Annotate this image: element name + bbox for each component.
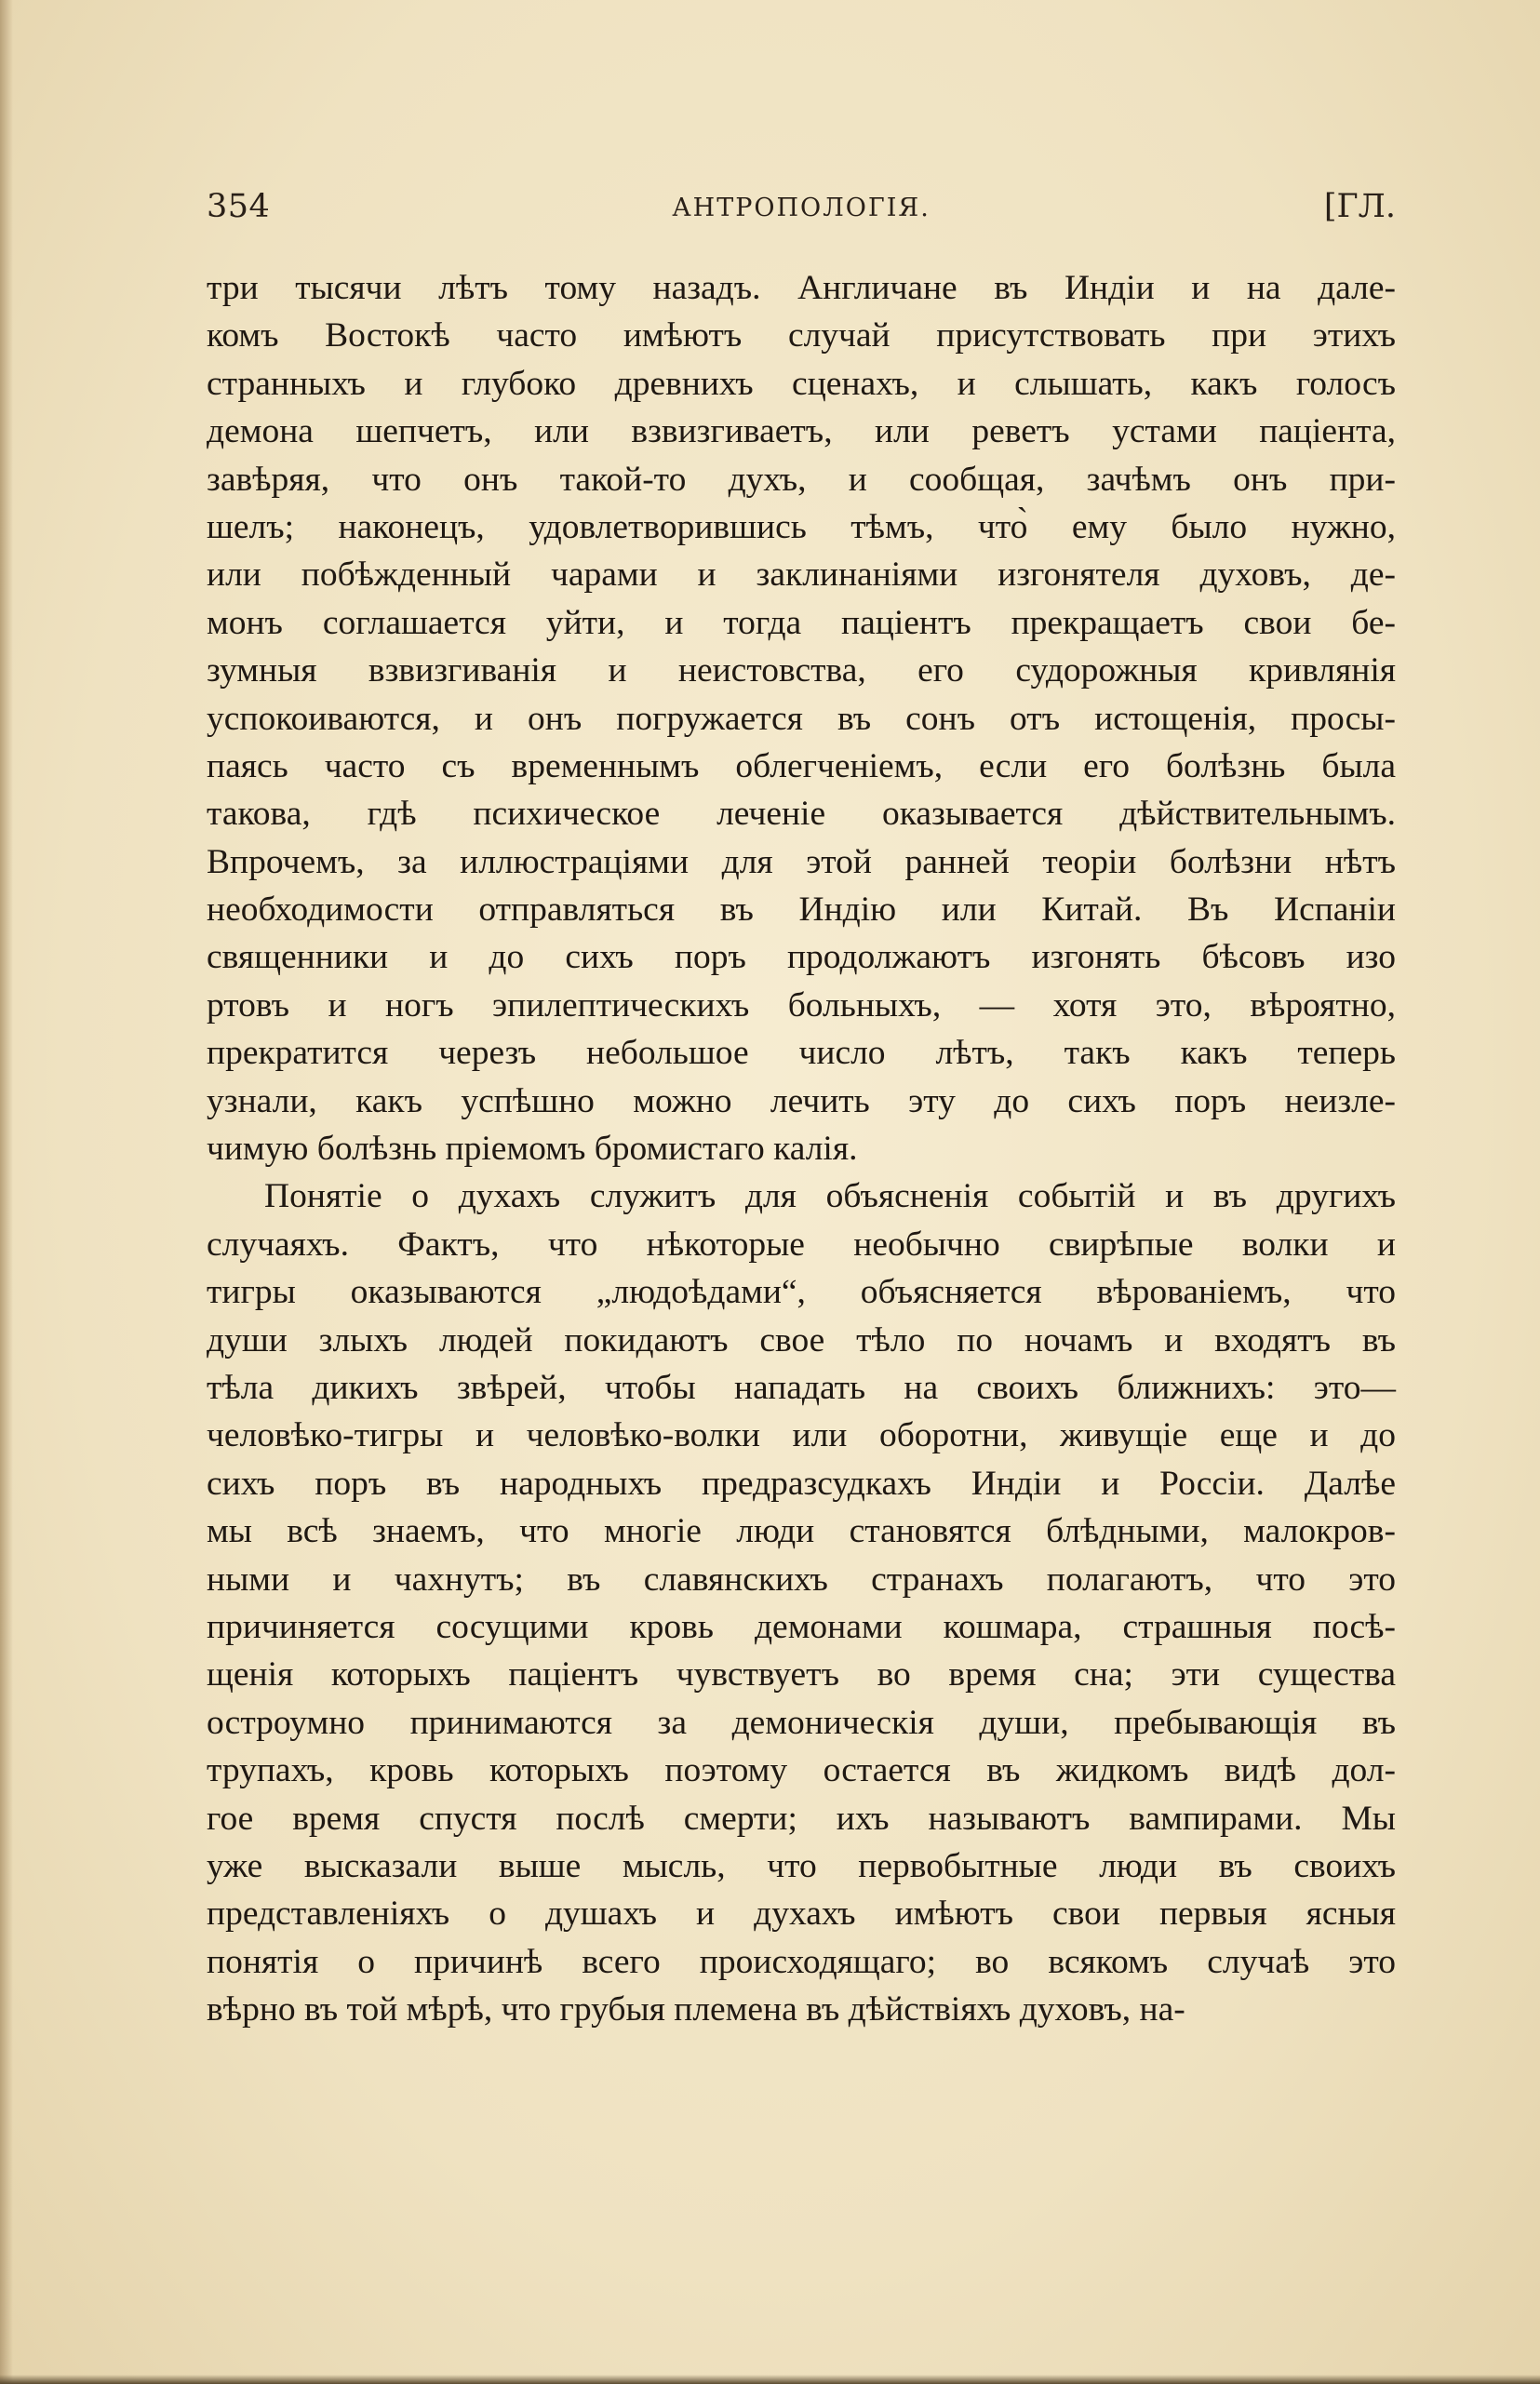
text-line: вѣрно въ той мѣрѣ, что грубыя племена въ дѣйствіяхъ духовъ, на- xyxy=(207,1990,1185,2029)
text-line: завѣряя, что онъ такой-то духъ, и сообщая, зачѣмъ онъ при- xyxy=(207,460,1396,499)
chapter-mark: [ГЛ. xyxy=(1323,188,1396,225)
text-line: монъ соглашается уйти, и тогда паціентъ прекращаетъ свои бе- xyxy=(207,603,1396,642)
text-line: зумныя взвизгиванія и неистовства, его судорожныя кривлянія xyxy=(207,651,1396,690)
text-line: или побѣжденный чарами и заклинаніями изгонятеля духовъ, де- xyxy=(207,556,1396,595)
text-line: сихъ поръ въ народныхъ предразсудкахъ Индіи и Россіи. Далѣе xyxy=(207,1464,1396,1503)
running-title: АНТРОПОЛОГІЯ. xyxy=(672,194,931,222)
text-line: ртовъ и ногъ эпилептическихъ больныхъ, — хотя это, вѣроятно, xyxy=(207,985,1396,1025)
text-line: трупахъ, кровь которыхъ поэтому остается въ жидкомъ видѣ дол- xyxy=(207,1751,1396,1790)
text-line: такова, гдѣ психическое леченіе оказывается дѣйствительнымъ. xyxy=(207,795,1396,834)
text-line: щенія которыхъ паціентъ чувствуетъ во время сна; эти существа xyxy=(207,1655,1396,1694)
text-line: человѣко-тигры и человѣко-волки или оборотни, живущіе еще и до xyxy=(207,1416,1396,1455)
text-line: души злыхъ людей покидаютъ свое тѣло по ночамъ и входятъ въ xyxy=(207,1320,1396,1359)
page-number: 354 xyxy=(207,188,271,225)
text-line: священники и до сихъ поръ продолжаютъ изгонять бѣсовъ изо xyxy=(207,938,1396,977)
text-line: паясь часто съ временнымъ облегченіемъ, если его болѣзнь была xyxy=(207,746,1396,785)
text-line: уже высказали выше мысль, что первобытные люди въ своихъ xyxy=(207,1846,1396,1885)
body-text xyxy=(207,264,1396,2033)
text-line: понятія о причинѣ всего происходящаго; во всякомъ случаѣ это xyxy=(207,1942,1396,1981)
text-line: гое время спустя послѣ смерти; ихъ называютъ вампирами. Мы xyxy=(207,1799,1396,1838)
text-line: шелъ; наконецъ, удовлетворившись тѣмъ, что̀ ему было нужно, xyxy=(207,507,1396,546)
text-line: случаяхъ. Фактъ, что нѣкоторые необычно свирѣпые волки и xyxy=(207,1225,1396,1264)
text-line: остроумно принимаются за демоническія души, пребывающія въ xyxy=(207,1703,1396,1742)
text-line: три тысячи лѣтъ тому назадъ. Англичане въ Индіи и на дале- xyxy=(207,269,1396,307)
text-line: тѣла дикихъ звѣрей, чтобы нападать на своихъ ближнихъ: это— xyxy=(207,1368,1396,1407)
text-line: узнали, какъ успѣшно можно лечить эту до сихъ поръ неизле- xyxy=(207,1081,1396,1120)
page-edge-shadow-bottom xyxy=(0,2375,1540,2384)
text-line: чимую болѣзнь пріемомъ бромистаго калія. xyxy=(207,1130,858,1169)
text-line: тигры оказываются „людоѣдами“, объясняется вѣрованіемъ, что xyxy=(207,1273,1396,1312)
text-line: причиняется сосущими кровь демонами кошмара, страшныя посѣ- xyxy=(207,1607,1396,1646)
text-line: странныхъ и глубоко древнихъ сценахъ, и слышать, какъ голосъ xyxy=(207,364,1396,403)
text-line: прекратится черезъ небольшое число лѣтъ, такъ какъ теперь xyxy=(207,1034,1396,1073)
text-line: ными и чахнутъ; въ славянскихъ странахъ полагаютъ, что это xyxy=(207,1560,1396,1599)
text-line: мы всѣ знаемъ, что многіе люди становятся блѣдными, малокров- xyxy=(207,1512,1396,1551)
page-edge-shadow-left xyxy=(0,0,13,2384)
text-line: демона шепчетъ, или взвизгиваетъ, или реветъ устами паціента, xyxy=(207,412,1396,451)
text-line: успокоиваются, и онъ погружается въ сонъ отъ истощенія, просы- xyxy=(207,699,1396,738)
text-line: необходимости отправляться въ Индію или Китай. Въ Испаніи xyxy=(207,891,1396,930)
text-line: представленіяхъ о душахъ и духахъ имѣютъ свои первыя ясныя xyxy=(207,1895,1396,1934)
text-line: Понятіе о духахъ служитъ для объясненія событій и въ другихъ xyxy=(264,1177,1396,1216)
running-header xyxy=(207,188,1396,234)
text-line: Впрочемъ, за иллюстраціями для этой ранней теоріи болѣзни нѣтъ xyxy=(207,842,1396,881)
text-line: комъ Востокѣ часто имѣютъ случай присутствовать при этихъ xyxy=(207,316,1396,355)
